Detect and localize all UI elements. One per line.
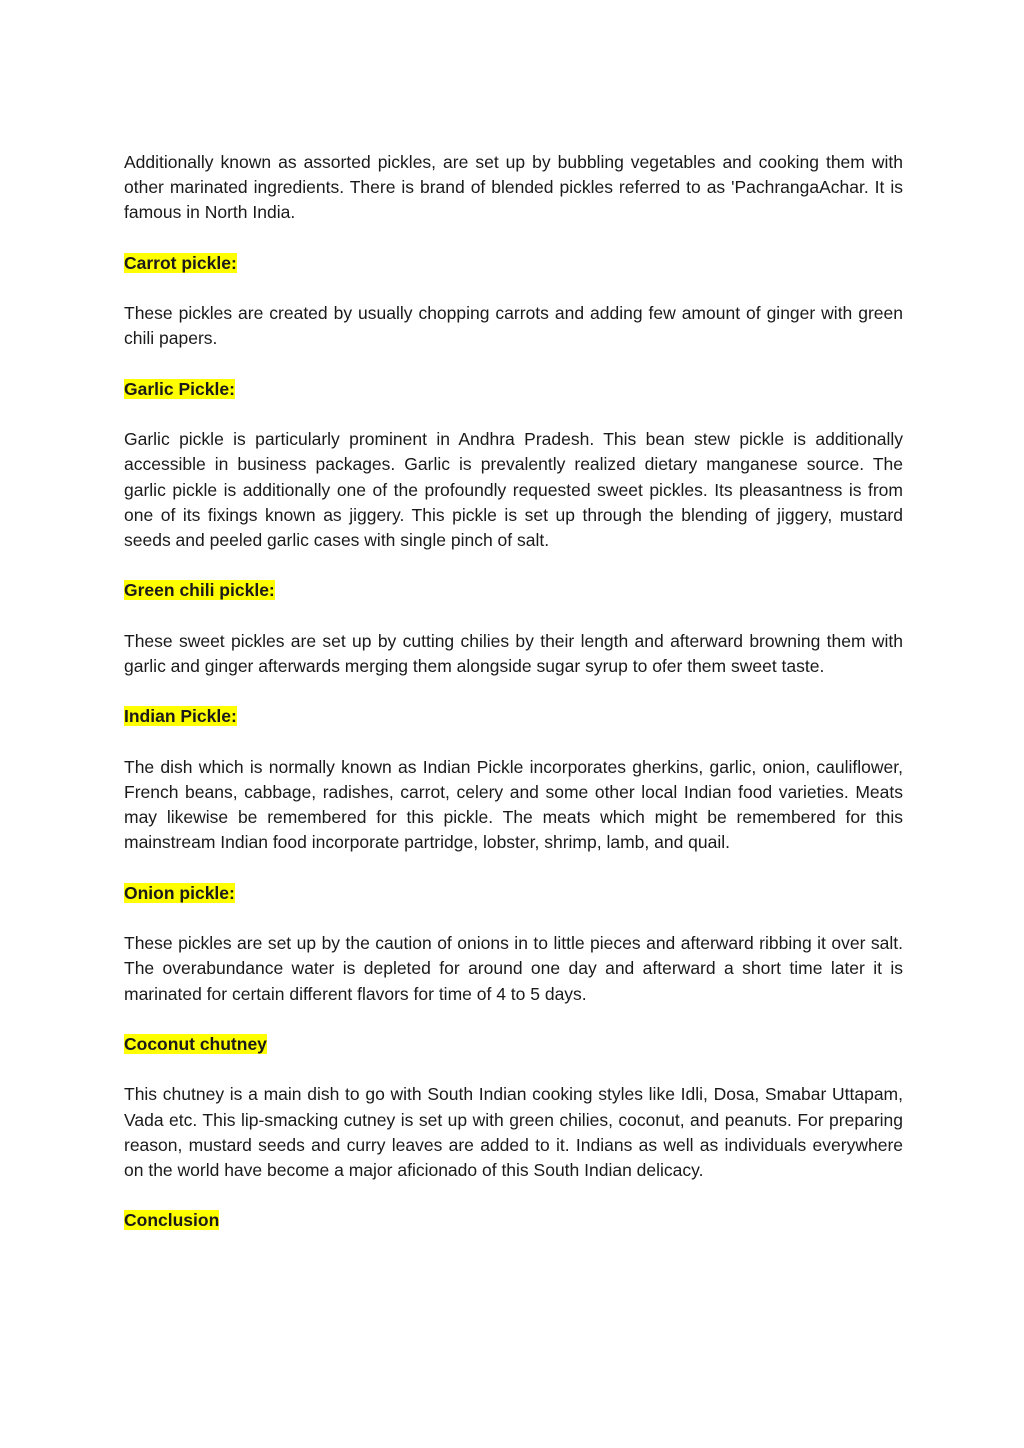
heading-onion-pickle xyxy=(124,881,903,906)
heading-text: Coconut chutney xyxy=(124,1033,267,1054)
heading-garlic-pickle xyxy=(124,377,903,402)
heading-green-chili-pickle xyxy=(124,578,903,603)
onion-pickle-paragraph: These pickles are set up by the caution of onions in to little pieces and afterward ribbing it over salt. The overabundance water is depleted for around one day and afterward a short time later it is marinated for certain different flavors for time of 4 to 5 days. xyxy=(124,933,903,1004)
heading-conclusion xyxy=(124,1208,903,1233)
garlic-pickle-paragraph: Garlic pickle is particularly prominent in Andhra Pradesh. This bean stew pickle is additionally accessible in business packages. Garlic is prevalently realized dietary manganese source. The garlic pickle is additionally one of the profoundly requested sweet pickles. Its pleasantness is from one of its fixings known as jiggery. This pickle is set up through the blending of jiggery, mustard seeds and peeled garlic cases with single pinch of salt. xyxy=(124,429,903,550)
intro-paragraph: Additionally known as assorted pickles, are set up by bubbling vegetables and cooking them with other marinated ingredients. There is brand of blended pickles referred to as 'PachrangaAchar. It is famous in North India. xyxy=(124,152,903,223)
green-chili-pickle-paragraph: These sweet pickles are set up by cutting chilies by their length and afterward browning them with garlic and ginger afterwards merging them alongside sugar syrup to ofer them sweet taste. xyxy=(124,630,903,676)
carrot-pickle-paragraph: These pickles are created by usually chopping carrots and adding few amount of ginger with green chili papers. xyxy=(124,303,903,349)
heading-text: Garlic Pickle: xyxy=(124,378,235,399)
heading-carrot-pickle xyxy=(124,251,903,276)
heading-text: Indian Pickle: xyxy=(124,706,237,727)
coconut-chutney-paragraph: This chutney is a main dish to go with South Indian cooking styles like Idli, Dosa, Smabar Uttapam, Vada etc. This lip-smacking cutney is set up with green chilies, coconut, and peanuts. For preparing reason, mustard seeds and curry leaves are added to it. Indians as well as individuals everywhere on the world have become a major aficionado of this South Indian delicacy. xyxy=(124,1084,903,1180)
heading-indian-pickle xyxy=(124,704,903,729)
document-page xyxy=(124,150,903,1259)
heading-text: Carrot pickle: xyxy=(124,252,237,273)
heading-text: Green chili pickle: xyxy=(124,580,275,601)
heading-text: Onion pickle: xyxy=(124,882,235,903)
heading-coconut-chutney xyxy=(124,1032,903,1057)
indian-pickle-paragraph: The dish which is normally known as Indian Pickle incorporates gherkins, garlic, onion, cauliflower, French beans, cabbage, radishes, carrot, celery and some other local Indian food varieties. Meats may likewise be remembered for this pickle. The meats which might be remembered for this mainstream Indian food incorporate partridge, lobster, shrimp, lamb, and quail. xyxy=(124,756,903,853)
heading-text: Conclusion xyxy=(124,1210,220,1231)
